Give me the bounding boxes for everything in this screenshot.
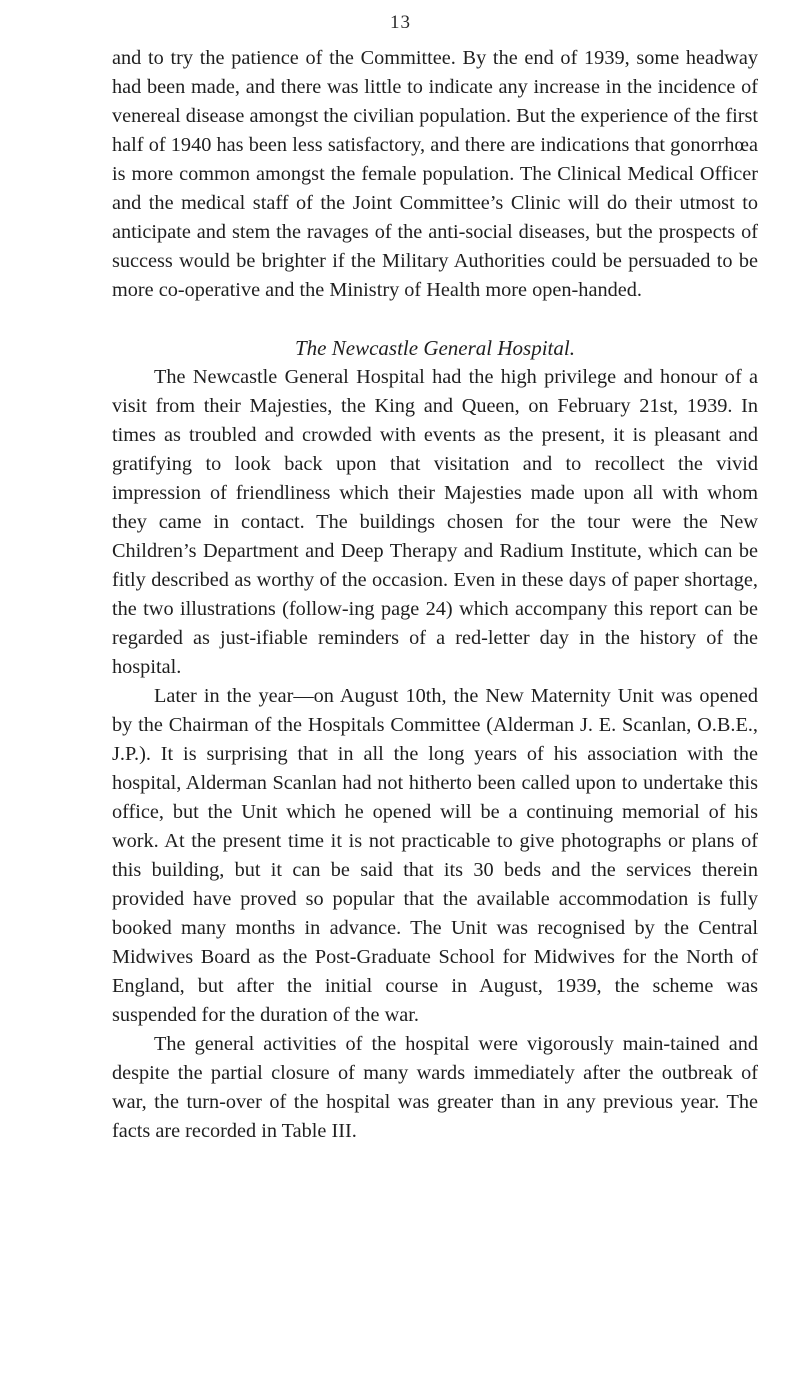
paragraph-maternity-unit: Later in the year—on August 10th, the New Maternity Unit was opened by the Chairman of the Hospitals Committee (Alderman J. E. Scanlan, O.B.E., J.P.). It is surprising that in all the long years of his association with the hospital, Alderman Scanlan had not hitherto been called upon to undertake this office, but the Unit which he opened will be a continuing memorial of his work. At the present time it is not practicable to give photographs or plans of this building, but it can be said that its 30 beds and the services therein provided have proved so popular that the available accommodation is fully booked many months in advance. The Unit was recognised by the Central Midwives Board as the Post-Graduate School for Midwives for the North of England, but after the initial course in August, 1939, the scheme was suspended for the duration of the war. <box>112 685 758 1026</box>
paragraph-venereal-disease: and to try the patience of the Committee. By the end of 1939, some headway had been made, and there was little to indicate any increase in the incidence of venereal disease amongst the civilian population. But the experience of the first half of 1940 has been less satisfactory, and there are indications that gonorrhœa is more common amongst the female population. The Clinical Medical Officer and the medical staff of the Joint Committee’s Clinic will do their utmost to anticipate and stem the ravages of the anti-social diseases, but the prospects of success would be brighter if the Military Authorities could be persuaded to be more co-operative and the Ministry of Health more open-handed. <box>112 47 758 301</box>
document-body <box>112 44 758 1146</box>
section-heading: The Newcastle General Hospital. <box>295 336 575 360</box>
paragraph-royal-visit: The Newcastle General Hospital had the high privilege and honour of a visit from their Majesties, the King and Queen, on February 21st, 1939. In times as troubled and crowded with events as the present, it is pleasant and gratifying to look back upon that visitation and to recollect the vivid impression of friendliness which their Majesties made upon all with whom they came in contact. The buildings chosen for the tour were the New Children’s Department and Deep Therapy and Radium Institute, which can be fitly described as worthy of the occasion. Even in these days of paper shortage, the two illustrations (follow-ing page 24) which accompany this report can be regarded as just-ifiable reminders of a red-letter day in the history of the hospital. <box>112 366 758 678</box>
page-number: 13 <box>390 12 411 33</box>
paragraph-hospital-activities: The general activities of the hospital were vigorously main-tained and despite the partial closure of many wards immediately after the outbreak of war, the turn-over of the hospital was greater than in any previous year. The facts are recorded in Table III. <box>112 1033 758 1142</box>
